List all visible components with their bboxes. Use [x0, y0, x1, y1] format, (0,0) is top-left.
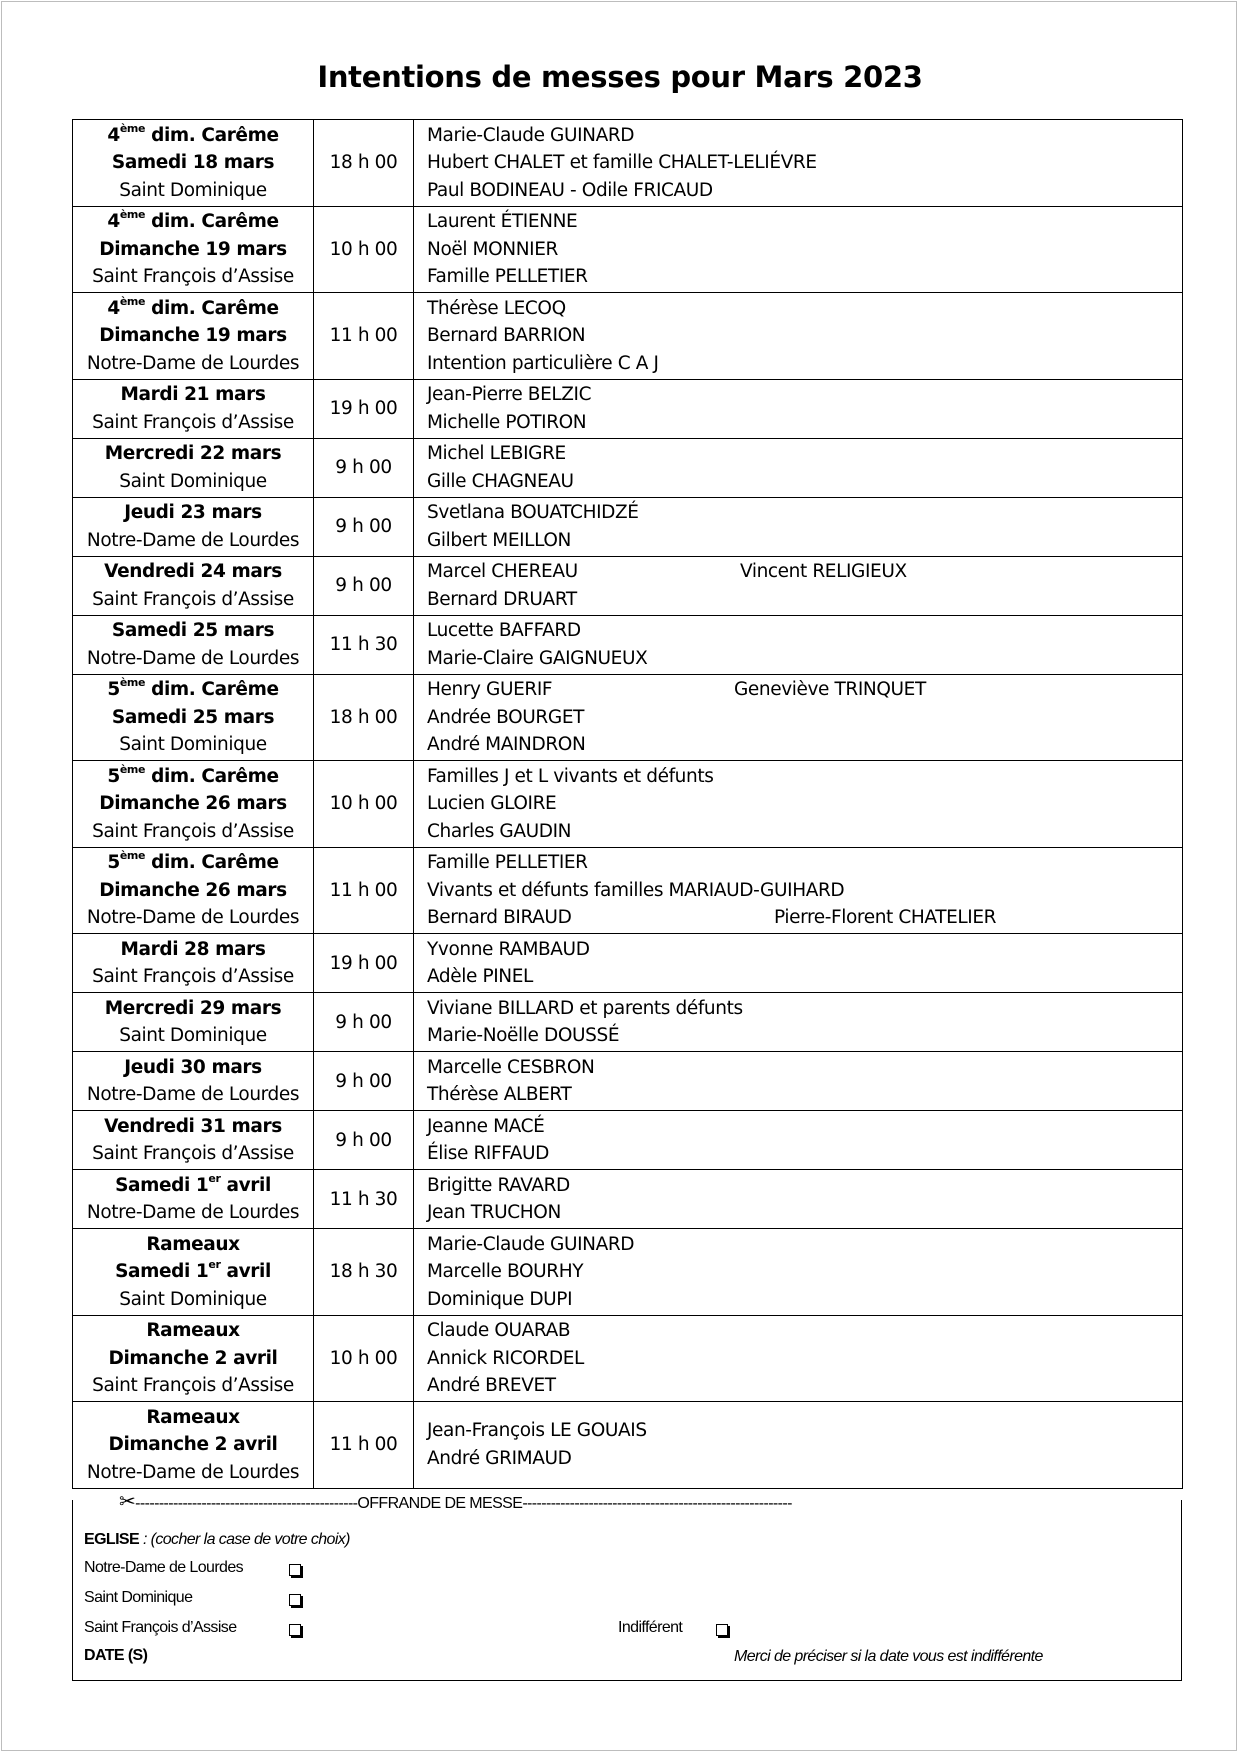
intention-line [427, 1022, 1182, 1050]
schedule-row [73, 1052, 1183, 1111]
intention-name: Annick RICORDEL [427, 1347, 584, 1369]
intention-line [427, 849, 1182, 877]
mass-day: Dimanche 26 mars [99, 879, 287, 901]
intentions-cell [414, 120, 1183, 207]
feast-label: Rameaux [146, 1233, 240, 1255]
schedule-row [73, 934, 1183, 993]
date-note: Merci de préciser si la date vous est indifférente [734, 1648, 1043, 1665]
option-notre-dame: Notre-Dame de Lourdes [84, 1559, 244, 1576]
mass-day: Dimanche 2 avril [108, 1347, 278, 1369]
mass-time: 18 h 30 [314, 1229, 414, 1316]
sunday-label [73, 122, 313, 150]
mass-time: 18 h 00 [314, 674, 414, 761]
option-indifferent: Indifférent [618, 1619, 683, 1636]
intention-line [427, 1317, 1182, 1345]
church-name: Notre-Dame de Lourdes [86, 1084, 300, 1105]
intention-name: Michelle POTIRON [427, 411, 587, 433]
mass-day-text: avril [220, 1174, 271, 1196]
intention-line [427, 995, 1182, 1023]
intention-name: André BREVET [427, 1375, 556, 1396]
intention-line [427, 558, 1182, 586]
ordinal-suffix: ème [119, 121, 146, 135]
sunday-number: 4 [107, 297, 120, 319]
sunday-label [73, 849, 313, 877]
intention-name: Marie-Claire GAIGNUEUX [427, 647, 648, 669]
ordinal-suffix: ème [119, 849, 146, 862]
date-cell [73, 1111, 314, 1170]
intention-name: Thérèse LECOQ [427, 297, 566, 319]
church-name: Saint François d’Assise [92, 411, 294, 433]
mass-day-text: Samedi 1 [115, 1174, 209, 1196]
intention-name: Adèle PINEL [427, 966, 533, 987]
intention-line [427, 1172, 1182, 1200]
mass-time: 9 h 00 [314, 438, 414, 497]
intention-line [427, 350, 1182, 378]
mass-time: 19 h 00 [314, 379, 414, 438]
checkbox-indifferent[interactable] [716, 1621, 728, 1639]
checkbox-icon[interactable] [289, 1564, 301, 1576]
intention-name: Marcel CHEREAU [427, 561, 578, 582]
date-cell [73, 674, 314, 761]
intention-name: Paul BODINEAU - Odile FRICAUD [427, 179, 713, 201]
mass-day: Jeudi 23 mars [124, 502, 262, 523]
sunday-number: 4 [107, 124, 120, 146]
church-name: Notre-Dame de Lourdes [86, 529, 300, 551]
date-cell [73, 497, 314, 556]
checkbox-icon[interactable] [289, 1624, 301, 1636]
date-cell [73, 1170, 314, 1229]
intention-line [427, 1231, 1182, 1259]
mass-time: 10 h 00 [314, 761, 414, 848]
intention-line [427, 440, 1182, 468]
date-cell [73, 934, 314, 993]
option-saint-francois: Saint François d’Assise [84, 1619, 237, 1636]
sunday-label [73, 763, 313, 791]
intention-line [427, 676, 1182, 704]
sunday-label [73, 295, 313, 323]
intention-name: Noël MONNIER [427, 238, 558, 260]
intention-name: Jeanne MACÉ [427, 1115, 545, 1137]
church-name: Saint François d’Assise [92, 588, 294, 610]
intention-name: Claude OUARAB [427, 1320, 571, 1341]
intention-name: Michel LEBIGRE [427, 443, 566, 464]
intention-line [427, 409, 1182, 437]
intention-line [427, 177, 1182, 205]
ordinal-suffix: er [208, 1171, 221, 1185]
intention-line [427, 499, 1182, 527]
sunday-number: 5 [107, 679, 120, 700]
intentions-cell [414, 379, 1183, 438]
intention-name: Gille CHAGNEAU [427, 470, 574, 492]
intention-name: Bernard BARRION [427, 325, 586, 346]
intention-name: Jean-Pierre BELZIC [427, 384, 592, 405]
intention-line [427, 1286, 1182, 1314]
intention-line [427, 527, 1182, 555]
intention-name: Élise RIFFAUD [427, 1143, 550, 1164]
church-name: Saint François d’Assise [92, 266, 294, 287]
mass-day: Dimanche 19 mars [99, 238, 287, 260]
intentions-cell [414, 1402, 1183, 1489]
intention-name: Familles J et L vivants et défunts [427, 765, 714, 787]
mass-day-text: avril [220, 1261, 271, 1282]
church-name: Saint François d’Assise [92, 1375, 294, 1396]
intention-line [427, 963, 1182, 991]
intention-name: Marcelle BOURHY [427, 1261, 584, 1282]
schedule-row [73, 1170, 1183, 1229]
mass-day [73, 1258, 313, 1286]
schedule-row [73, 556, 1183, 615]
date-label: DATE (S) [84, 1647, 148, 1664]
intention-name: Marie-Claude GUINARD [427, 124, 635, 146]
mass-time: 9 h 00 [314, 1111, 414, 1170]
intention-name: Thérèse ALBERT [427, 1084, 572, 1105]
church-name: Notre-Dame de Lourdes [86, 647, 300, 669]
intentions-cell [414, 993, 1183, 1052]
intention-name: André MAINDRON [427, 734, 586, 755]
intention-name: Vivants et défunts familles MARIAUD-GUIHARD [427, 879, 845, 901]
sunday-text: dim. Carême [145, 679, 279, 700]
intention-name: Jean-François LE GOUAIS [427, 1420, 647, 1442]
sunday-label [73, 676, 313, 704]
mass-day [73, 1172, 313, 1200]
mass-day: Samedi 25 mars [111, 620, 275, 641]
mass-day: Mercredi 29 mars [104, 997, 282, 1019]
sunday-number: 5 [107, 852, 120, 873]
checkbox-icon[interactable] [289, 1594, 301, 1606]
offering-form [72, 1491, 1182, 1681]
date-cell [73, 615, 314, 674]
intention-line [427, 877, 1182, 905]
church-name: Saint Dominique [119, 179, 267, 201]
feast-label: Rameaux [146, 1320, 240, 1341]
church-name: Saint Dominique [119, 1288, 267, 1310]
church-name: Notre-Dame de Lourdes [86, 1461, 300, 1483]
intention-name: Dominique DUPI [427, 1288, 573, 1310]
schedule-row [73, 1402, 1183, 1489]
mass-time: 11 h 00 [314, 847, 414, 934]
mass-day: Dimanche 26 mars [99, 793, 287, 814]
sunday-text: dim. Carême [145, 211, 279, 232]
mass-schedule-table [72, 119, 1183, 1489]
intention-line [427, 904, 1182, 932]
mass-time: 9 h 00 [314, 556, 414, 615]
schedule-row [73, 379, 1183, 438]
intention-line [427, 208, 1182, 236]
schedule-row [73, 1111, 1183, 1170]
schedule-row [73, 847, 1183, 934]
mass-time: 10 h 00 [314, 206, 414, 293]
mass-time: 9 h 00 [314, 1052, 414, 1111]
mass-time: 10 h 00 [314, 1315, 414, 1402]
eglise-label-row [84, 1531, 350, 1549]
mass-day: Dimanche 19 mars [99, 325, 287, 346]
intentions-cell [414, 206, 1183, 293]
ordinal-suffix: ème [119, 676, 146, 689]
intention-line [427, 381, 1182, 409]
mass-time: 11 h 00 [314, 1402, 414, 1489]
schedule-row [73, 674, 1183, 761]
intention-line [427, 1054, 1182, 1082]
intentions-cell [414, 1170, 1183, 1229]
schedule-row [73, 497, 1183, 556]
intentions-cell [414, 1315, 1183, 1402]
schedule-row [73, 206, 1183, 293]
intention-name: Geneviève TRINQUET [734, 679, 926, 700]
mass-time: 11 h 30 [314, 1170, 414, 1229]
sunday-text: dim. Carême [145, 124, 279, 146]
mass-day: Samedi 25 mars [111, 706, 275, 728]
mass-time: 11 h 30 [314, 615, 414, 674]
intention-line [427, 818, 1182, 846]
intention-name: Brigitte RAVARD [427, 1174, 570, 1196]
feast-label: Rameaux [146, 1406, 240, 1428]
intentions-cell [414, 847, 1183, 934]
intention-line [427, 790, 1182, 818]
eglise-label: EGLISE [84, 1531, 140, 1548]
sunday-number: 5 [107, 765, 120, 787]
mass-day: Mercredi 22 mars [104, 443, 282, 464]
schedule-row [73, 1315, 1183, 1402]
date-cell [73, 993, 314, 1052]
date-cell [73, 438, 314, 497]
intention-line [427, 645, 1182, 673]
church-name: Saint Dominique [119, 734, 267, 755]
date-cell [73, 847, 314, 934]
intention-name: Viviane BILLARD et parents défunts [427, 997, 743, 1019]
intention-line [427, 1417, 1182, 1445]
intention-name: Lucette BAFFARD [427, 620, 581, 641]
sunday-label [73, 208, 313, 236]
intention-name: Vincent RELIGIEUX [740, 561, 907, 582]
date-cell [73, 379, 314, 438]
intentions-cell [414, 615, 1183, 674]
option-saint-dominique: Saint Dominique [84, 1589, 193, 1606]
intention-line [427, 1258, 1182, 1286]
mass-time: 9 h 00 [314, 497, 414, 556]
checkbox-notre-dame[interactable] [289, 1561, 301, 1579]
intention-name: Bernard DRUART [427, 588, 577, 610]
date-cell [73, 1052, 314, 1111]
mass-day: Mardi 28 mars [120, 938, 266, 960]
sunday-text: dim. Carême [145, 297, 279, 319]
intention-name: Bernard BIRAUD [427, 907, 572, 928]
intention-line [427, 731, 1182, 759]
date-cell [73, 556, 314, 615]
intention-name: Lucien GLOIRE [427, 793, 557, 814]
church-name: Saint François d’Assise [92, 1143, 294, 1164]
intention-name: Jean TRUCHON [427, 1202, 561, 1223]
mass-time: 19 h 00 [314, 934, 414, 993]
sunday-text: dim. Carême [145, 765, 279, 787]
intention-line [427, 1081, 1182, 1109]
intention-name: Pierre-Florent CHATELIER [774, 907, 997, 928]
cut-line: ✂-----------------------------------------------OFFRANDE DE MESSE--------------------------------------------------------- [119, 1491, 792, 1513]
mass-day: Jeudi 30 mars [124, 1056, 262, 1078]
intention-line [427, 263, 1182, 291]
mass-time: 18 h 00 [314, 120, 414, 207]
eglise-hint: : (cocher la case de votre choix) [139, 1531, 350, 1548]
intentions-cell [414, 497, 1183, 556]
ordinal-suffix: er [208, 1258, 221, 1271]
church-name: Notre-Dame de Lourdes [86, 1202, 300, 1223]
mass-day: Mardi 21 mars [120, 384, 266, 405]
ordinal-suffix: ème [119, 294, 146, 308]
church-name: Saint François d’Assise [92, 966, 294, 987]
intention-line [427, 1345, 1182, 1373]
intention-line [427, 295, 1182, 323]
schedule-row [73, 993, 1183, 1052]
mass-day: Dimanche 2 avril [108, 1434, 278, 1455]
sunday-number: 4 [107, 211, 120, 232]
intentions-cell [414, 1052, 1183, 1111]
church-name: Notre-Dame de Lourdes [86, 907, 300, 928]
intention-line [427, 704, 1182, 732]
intention-name: Marie-Claude GUINARD [427, 1233, 635, 1255]
intention-name: Hubert CHALET et famille CHALET-LELIÉVRE [427, 152, 817, 173]
intention-line [427, 763, 1182, 791]
intention-line [427, 1372, 1182, 1400]
intention-line [427, 1113, 1182, 1141]
intention-line [427, 586, 1182, 614]
church-name: Notre-Dame de Lourdes [86, 352, 300, 374]
intentions-cell [414, 438, 1183, 497]
schedule-row [73, 438, 1183, 497]
intention-line [427, 149, 1182, 177]
intentions-cell [414, 934, 1183, 993]
ordinal-suffix: ème [119, 762, 146, 776]
intentions-cell [414, 1111, 1183, 1170]
date-cell [73, 1229, 314, 1316]
date-cell [73, 1402, 314, 1489]
schedule-row [73, 120, 1183, 207]
intention-name: Henry GUERIF [427, 679, 553, 700]
intentions-cell [414, 556, 1183, 615]
church-name: Saint François d’Assise [92, 820, 294, 842]
intention-name: Famille PELLETIER [427, 266, 588, 287]
intention-name: Famille PELLETIER [427, 852, 588, 873]
intention-name: Charles GAUDIN [427, 820, 572, 842]
intention-line [427, 322, 1182, 350]
intention-name: Gilbert MEILLON [427, 529, 571, 551]
date-cell [73, 761, 314, 848]
checkbox-saint-francois[interactable] [289, 1621, 301, 1639]
intention-name: Intention particulière C A J [427, 352, 659, 374]
intention-line [427, 1445, 1182, 1473]
date-cell [73, 206, 314, 293]
intention-name: Marie-Noëlle DOUSSÉ [427, 1025, 620, 1046]
checkbox-saint-dominique[interactable] [289, 1591, 301, 1609]
intention-line [427, 1140, 1182, 1168]
sunday-text: dim. Carême [145, 852, 279, 873]
mass-day: Vendredi 31 mars [104, 1115, 282, 1137]
intention-line [427, 936, 1182, 964]
intentions-cell [414, 674, 1183, 761]
date-cell [73, 120, 314, 207]
church-name: Saint Dominique [119, 470, 267, 492]
page-title: Intentions de messes pour Mars 2023 [317, 60, 923, 94]
intention-line [427, 617, 1182, 645]
ordinal-suffix: ème [119, 208, 146, 221]
date-cell [73, 1315, 314, 1402]
mass-time: 11 h 00 [314, 293, 414, 380]
schedule-row [73, 293, 1183, 380]
intention-line [427, 1199, 1182, 1227]
mass-day: Samedi 18 mars [111, 152, 275, 173]
schedule-row [73, 1229, 1183, 1316]
intention-line [427, 122, 1182, 150]
intention-name: André GRIMAUD [427, 1447, 572, 1469]
schedule-row [73, 615, 1183, 674]
intentions-cell [414, 293, 1183, 380]
intention-name: Yvonne RAMBAUD [427, 938, 590, 960]
intention-name: Marcelle CESBRON [427, 1056, 595, 1078]
intentions-cell [414, 1229, 1183, 1316]
intention-name: Svetlana BOUATCHIDZÉ [427, 502, 639, 523]
schedule-row [73, 761, 1183, 848]
intention-name: Laurent ÉTIENNE [427, 211, 578, 232]
intentions-cell [414, 761, 1183, 848]
intention-line [427, 236, 1182, 264]
checkbox-icon[interactable] [716, 1624, 728, 1636]
mass-day-text: Samedi 1 [115, 1261, 209, 1282]
mass-time: 9 h 00 [314, 993, 414, 1052]
intention-line [427, 468, 1182, 496]
church-name: Saint Dominique [119, 1025, 267, 1046]
date-cell [73, 293, 314, 380]
scissors-icon: ✂ [119, 1491, 136, 1513]
intention-name: Andrée BOURGET [427, 706, 585, 728]
mass-day: Vendredi 24 mars [104, 561, 282, 582]
